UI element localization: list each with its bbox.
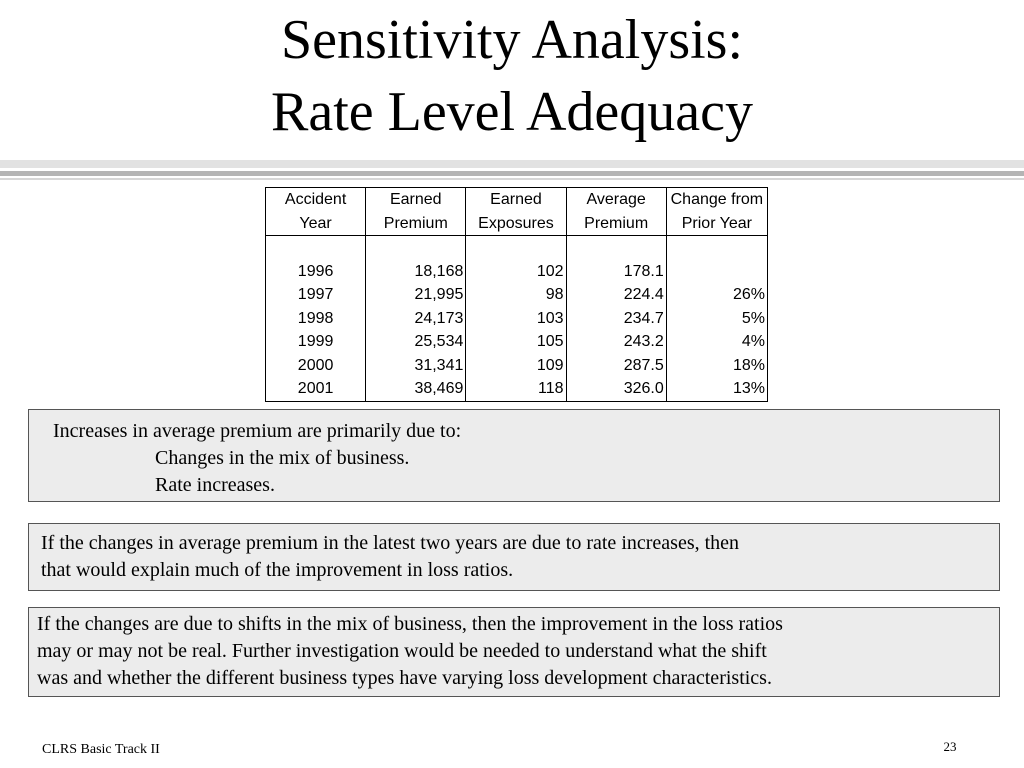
mix-shift-line-3: was and whether the different business types have varying loss development characteristics. (37, 667, 772, 689)
cell-average-premium: 287.5 (566, 354, 666, 378)
header-premium: Premium (366, 212, 466, 236)
cell-earned-premium: 25,534 (366, 330, 466, 354)
header-earned-2: Earned (466, 188, 566, 212)
header-change-from: Change from (666, 188, 767, 212)
cell-average-premium: 234.7 (566, 307, 666, 331)
slide-title (0, 4, 1024, 148)
slide-title-line-1: Sensitivity Analysis: (280, 9, 744, 71)
rate-increase-line-1: If the changes in average premium in the latest two years are due to rate increases, then (41, 532, 740, 554)
table-spacer-row (266, 236, 768, 260)
table-row (266, 354, 768, 378)
mix-shift-line-1: If the changes are due to shifts in the mix of business, then the improvement in the loss ratios (37, 613, 783, 635)
cell-year: 1996 (266, 260, 366, 284)
header-earned-1: Earned (366, 188, 466, 212)
cell-earned-premium: 24,173 (366, 307, 466, 331)
cell-average-premium: 178.1 (566, 260, 666, 284)
table-row (266, 283, 768, 307)
header-accident: Accident (266, 188, 366, 212)
cell-earned-exposures: 109 (466, 354, 566, 378)
reason-rate-increases: Rate increases. (155, 474, 275, 496)
mix-shift-box (28, 607, 1000, 697)
table-row (266, 377, 768, 401)
page-number: 23 (943, 739, 957, 754)
footer-label: CLRS Basic Track II (42, 742, 160, 757)
cell-change: 5% (666, 307, 767, 331)
title-rule-light (0, 160, 1024, 168)
header-prior-year: Prior Year (666, 212, 767, 236)
cell-year: 1999 (266, 330, 366, 354)
cell-year: 2001 (266, 377, 366, 401)
title-rule-thin (0, 178, 1024, 180)
table-row (266, 260, 768, 284)
table-row (266, 330, 768, 354)
premium-table (265, 187, 768, 402)
cell-earned-premium: 31,341 (366, 354, 466, 378)
cell-change: 18% (666, 354, 767, 378)
cell-earned-exposures: 103 (466, 307, 566, 331)
cell-change (666, 260, 767, 284)
mix-shift-line-2: may or may not be real. Further investigation would be needed to understand what the shift (37, 640, 767, 662)
cell-average-premium: 243.2 (566, 330, 666, 354)
cell-earned-exposures: 102 (466, 260, 566, 284)
header-year: Year (266, 212, 366, 236)
cell-change: 4% (666, 330, 767, 354)
table-header-row-2 (266, 212, 768, 236)
cell-earned-premium: 18,168 (366, 260, 466, 284)
reasons-intro: Increases in average premium are primarily due to: (53, 420, 462, 442)
header-avg-premium: Premium (566, 212, 666, 236)
cell-average-premium: 326.0 (566, 377, 666, 401)
cell-average-premium: 224.4 (566, 283, 666, 307)
header-exposures: Exposures (466, 212, 566, 236)
reasons-box (28, 409, 1000, 502)
rate-increase-line-2: that would explain much of the improvement in loss ratios. (41, 559, 514, 581)
cell-change: 26% (666, 283, 767, 307)
rate-increase-box (28, 523, 1000, 591)
cell-earned-exposures: 98 (466, 283, 566, 307)
cell-earned-premium: 21,995 (366, 283, 466, 307)
cell-earned-exposures: 105 (466, 330, 566, 354)
reason-mix-of-business: Changes in the mix of business. (155, 447, 410, 469)
cell-year: 2000 (266, 354, 366, 378)
cell-earned-premium: 38,469 (366, 377, 466, 401)
cell-year: 1998 (266, 307, 366, 331)
table-row (266, 307, 768, 331)
cell-earned-exposures: 118 (466, 377, 566, 401)
header-average: Average (566, 188, 666, 212)
cell-change: 13% (666, 377, 767, 401)
table-header-row-1 (266, 188, 768, 212)
title-rule-dark (0, 171, 1024, 176)
slide-title-line-2: Rate Level Adequacy (270, 81, 753, 143)
cell-year: 1997 (266, 283, 366, 307)
